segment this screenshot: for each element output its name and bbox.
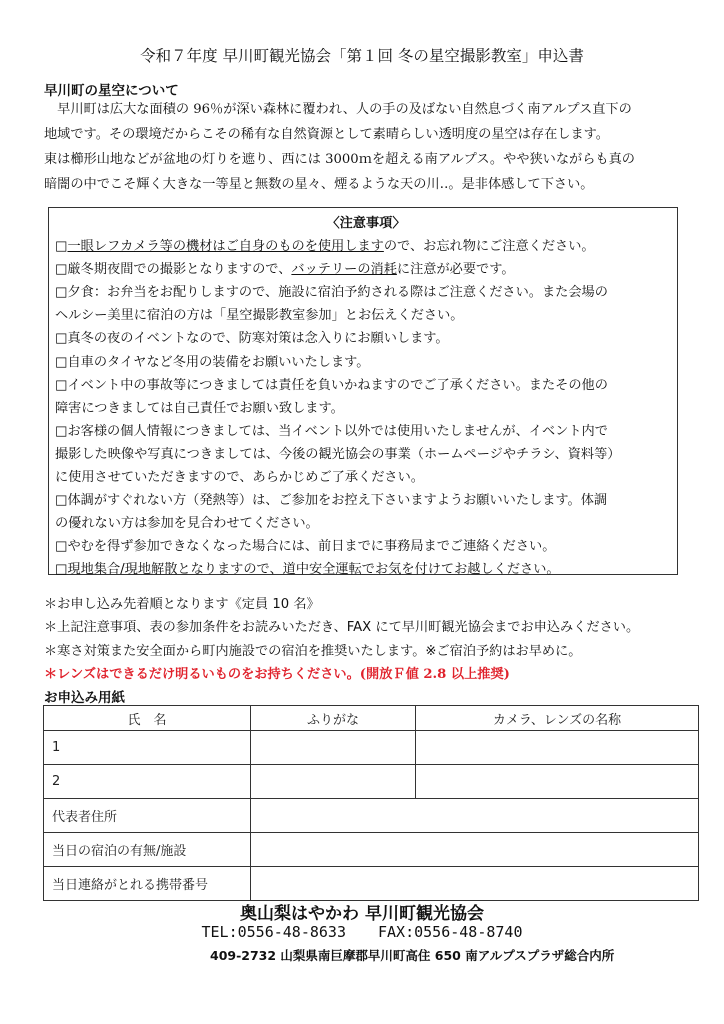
application-notes (44, 593, 639, 686)
header-name: 氏 名 (44, 706, 251, 731)
notice-line: □お客様の個人情報につきましては、当イベント以外では使用いたしませんが、イベント内で (55, 423, 608, 439)
fax-number: FAX:0556-48-8740 (378, 923, 523, 941)
note: ＊上記注意事項、表の参加条件をお読みいただき、FAX にて早川町観光協会までお申込みください。 (44, 620, 640, 636)
notice-line: 障害につきましては自己責任でお願い致します。 (55, 400, 344, 416)
contact-numbers (0, 923, 724, 941)
underlined-text: バッテリーの消耗 (291, 262, 397, 278)
about-line: 東は櫛形山地などが盆地の灯りを遮り、西には 3000ｍを超える南アルプス。やや狭いながらも真の (44, 152, 635, 167)
notice-heading: 〈注意事項〉 (326, 216, 406, 231)
notice-line: □現地集合/現地解散となりますので、道中安全運転でお気を付けてお越しください。 (55, 562, 560, 578)
notice-line: □自車のタイヤなど冬用の装備をお願いいたします。 (55, 354, 370, 370)
notice-line: ヘルシー美里に宿泊の方は「星空撮影教室参加」とお伝えください。 (55, 308, 464, 324)
address-label: 代表者住所 (44, 799, 251, 833)
table-row (44, 833, 699, 867)
underlined-text: 一眼レフカメラ等の機材はご自身のものを使用します (67, 239, 384, 255)
tel-number: TEL:0556-48-8633 (201, 923, 346, 941)
notice-line: の優れない方は参加を見合わせてください。 (55, 516, 319, 532)
notice-line: □真冬の夜のイベントなので、防寒対策は念入りにお願いします。 (55, 331, 449, 347)
camera-field-2[interactable] (416, 765, 699, 799)
notice-item (55, 235, 677, 258)
note: ＊寒さ対策また安全面から町内施設での宿泊を推奨いたします。※ご宿泊予約はお早めに。 (44, 643, 582, 659)
notice-line: に使用させていただきますので、あらかじめご了承ください。 (55, 470, 424, 486)
note: ＊お申し込み先着順となります《定員 10 名》 (44, 597, 320, 612)
about-line: 地域です。その環境だからこその稀有な自然資源として素晴らしい透明度の星空は存在します。 (44, 127, 609, 142)
notice-line: □イベント中の事故等につきましては責任を負いかねますのでご了承ください。またその他の (55, 377, 608, 393)
notice-line: 撮影した映像や写真につきましては、今後の観光協会の事業（ホームページやチラシ、資料等） (55, 446, 621, 462)
form-heading: お申込み用紙 (44, 690, 125, 706)
furigana-field-1[interactable] (251, 731, 416, 765)
table-row (44, 867, 699, 901)
notice-text: ので、お忘れ物にご注意ください。 (383, 239, 595, 255)
table-row (44, 765, 699, 799)
name-field-1[interactable]: 1 (44, 731, 251, 765)
about-paragraph (44, 97, 704, 197)
checkbox[interactable]: □ (55, 239, 68, 255)
lodging-label: 当日の宿泊の有無/施設 (44, 833, 251, 867)
address: 409-2732 山梨県南巨摩郡早川町高住 650 南アルプスプラザ総合内所 (210, 948, 615, 963)
notice-line: □体調がすぐれない方（発熱等）は、ご参加をお控え下さいますようお願いいたします。体調 (55, 493, 608, 509)
table-row (44, 731, 699, 765)
furigana-field-2[interactable] (251, 765, 416, 799)
about-heading: 早川町の星空について (44, 83, 179, 99)
phone-label: 当日連絡がとれる携帯番号 (44, 867, 251, 901)
camera-field-1[interactable] (416, 731, 699, 765)
about-line: 暗闇の中でこそ輝く大きな一等星と無数の星々、煙るような天の川‥。是非体感して下さい。 (44, 177, 594, 192)
notice-box (48, 207, 678, 578)
organization-name: 奥山梨はやかわ 早川町観光協会 (240, 904, 484, 924)
notice-text: □厳冬期夜間での撮影となりますので、 (55, 262, 292, 278)
notice-text: に注意が必要です。 (396, 262, 515, 278)
table-header-row (44, 706, 699, 731)
name-field-2[interactable]: 2 (44, 765, 251, 799)
header-furigana: ふりがな (251, 706, 416, 731)
header-camera: カメラ、レンズの名称 (416, 706, 699, 731)
notice-item (55, 258, 677, 281)
document-title: 令和７年度 早川町観光協会「第１回 冬の星空撮影教室」申込書 (140, 47, 584, 65)
lodging-field[interactable] (251, 833, 699, 867)
address-field[interactable] (251, 799, 699, 833)
phone-field[interactable] (251, 867, 699, 901)
application-form-table (43, 705, 699, 901)
notice-line: □やむを得ず参加できなくなった場合には、前日までに事務局までご連絡ください。 (55, 539, 556, 555)
about-line: 早川町は広大な面積の 96％が深い森林に覆われ、人の手の及ばない自然息づく南アルプス直下の (44, 102, 632, 117)
table-row (44, 799, 699, 833)
lens-note: ＊レンズはできるだけ明るいものをお持ちください。(開放Ｆ値 2.8 以上推奨) (44, 666, 510, 682)
notice-line: □夕食：お弁当をお配りしますので、施設に宿泊予約される際はご注意ください。また会場の (55, 285, 608, 301)
